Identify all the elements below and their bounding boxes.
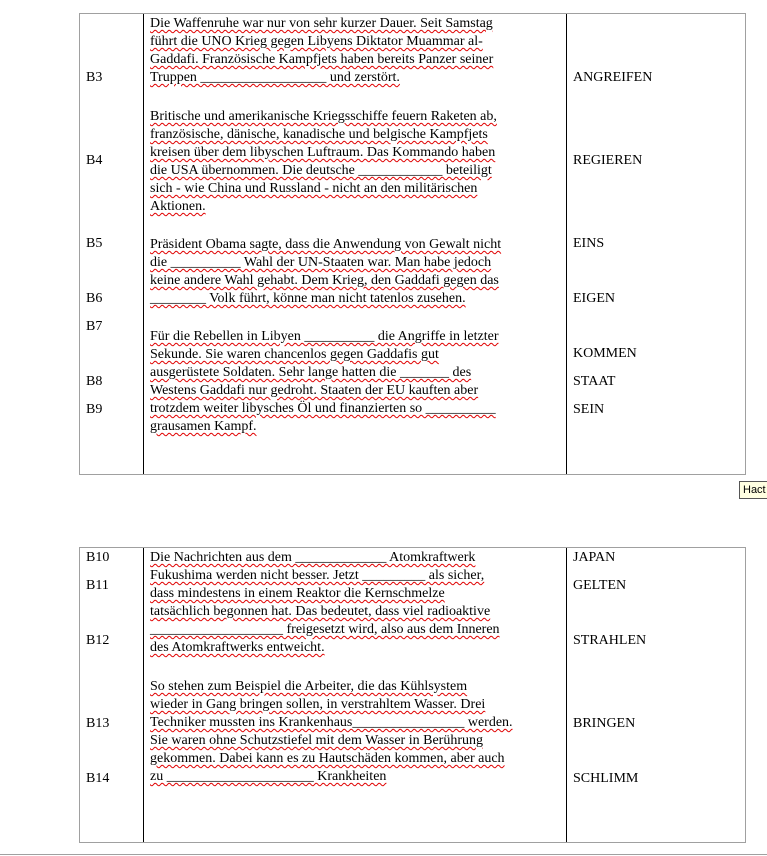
passage-line: wieder in Gang bringen sollen, in verstrahltem Wasser. Drei	[150, 697, 486, 712]
column-divider	[566, 548, 567, 842]
passage-line: französische, dänische, kanadische und belgische Kampfjets	[150, 127, 488, 142]
page-bottom-border	[0, 854, 767, 855]
exercise-table-1	[79, 13, 746, 475]
base-word: SCHLIMM	[573, 771, 639, 786]
passage-line: So stehen zum Beispiel die Arbeiter, die das Kühlsystem	[150, 679, 468, 694]
passage-line: Sie waren ohne Schutzstiefel mit dem Wasser in Berührung	[150, 733, 483, 748]
passage-line: ___________________ freigesetzt wird, also aus dem Inneren	[150, 622, 500, 637]
passage-line: kreisen über dem libyschen Luftraum. Das Kommando haben	[150, 145, 496, 160]
base-word: GELTEN	[573, 578, 627, 593]
passage-line: führt die UNO Krieg gegen Libyens Diktator Muammar al-	[150, 34, 483, 49]
exercise-table-2	[79, 547, 746, 843]
base-word: EIGEN	[573, 291, 615, 306]
row-label: B9	[86, 402, 103, 417]
row-label: B7	[86, 319, 103, 334]
passage-line: keine andere Wahl gehabt. Dem Krieg, den Gaddafi gegen das	[150, 273, 499, 288]
row-label: B14	[86, 771, 110, 786]
passage-line: Techniker mussten ins Krankenhaus________________ werden.	[150, 715, 513, 730]
passage-line: Westens Gaddafi nur gedroht. Staaten der EU kauften aber	[150, 383, 479, 398]
passage-line: tatsächlich begonnen hat. Das bedeutet, dass viel radioaktive	[150, 604, 491, 619]
row-label: B10	[86, 550, 110, 565]
passage-line: Die Waffenruhe war nur von sehr kurzer Dauer. Seit Samstag	[150, 16, 493, 31]
passage-line: gekommen. Dabei kann es zu Hautschäden kommen, aber auch	[150, 751, 505, 766]
base-word: REGIEREN	[573, 153, 643, 168]
passage-line: Truppen __________________ und zerstört.	[150, 70, 400, 85]
passage-line: ausgerüstete Soldaten. Sehr lange hatten die _______ des	[150, 365, 472, 380]
passage-line: Die Nachrichten aus dem _____________ Atomkraftwerk	[150, 550, 476, 565]
row-label: B13	[86, 716, 110, 731]
passage-line: Aktionen.	[150, 199, 206, 214]
passage-line: ________ Volk führt, könne man nicht tatenlos zusehen.	[150, 291, 466, 306]
base-word: SEIN	[573, 402, 605, 417]
row-label: B12	[86, 633, 110, 648]
passage-line: grausamen Kampf.	[150, 419, 257, 434]
passage-line: trotzdem weiter libysches Öl und finanzierten so __________	[150, 401, 496, 416]
passage-line: Für die Rebellen in Libyen __________ die Angriffe in letzter	[150, 329, 499, 344]
row-label: B5	[86, 236, 103, 251]
base-word: BRINGEN	[573, 716, 636, 731]
passage-line: die __________ Wahl der UN-Staaten war. Man habe jedoch	[150, 255, 492, 270]
column-divider	[566, 14, 567, 474]
row-label: B4	[86, 153, 103, 168]
base-word: EINS	[573, 236, 605, 251]
passage-line: Britische und amerikanische Kriegsschiffe feuern Raketen ab,	[150, 109, 497, 124]
base-word: STRAHLEN	[573, 633, 647, 648]
row-label: B8	[86, 374, 103, 389]
passage-line: Sekunde. Sie waren chancenlos gegen Gaddafis gut	[150, 347, 439, 362]
passage-line: Präsident Obama sagte, dass die Anwendung von Gewalt nicht	[150, 237, 502, 252]
passage-line: des Atomkraftwerks entweicht.	[150, 640, 325, 655]
column-divider	[143, 14, 144, 474]
passage-line: zu _____________________ Krankheiten	[150, 769, 387, 784]
passage-line: Fukushima werden nicht besser. Jetzt _________ als sicher,	[150, 568, 485, 583]
passage-line: sich - wie China und Russland - nicht an den militärischen	[150, 181, 478, 196]
passage-line: Gaddafi. Französische Kampfjets haben bereits Panzer seiner	[150, 52, 494, 67]
passage-line: die USA übernommen. Die deutsche ____________ beteiligt	[150, 163, 492, 178]
base-word: JAPAN	[573, 550, 616, 565]
tooltip: Hact	[739, 481, 767, 499]
row-label: B11	[86, 578, 109, 593]
base-word: ANGREIFEN	[573, 70, 653, 85]
column-divider	[143, 548, 144, 842]
passage-line: dass mindestens in einem Reaktor die Kernschmelze	[150, 586, 445, 601]
base-word: KOMMEN	[573, 346, 637, 361]
row-label: B6	[86, 291, 103, 306]
row-label: B3	[86, 70, 103, 85]
base-word: STAAT	[573, 374, 616, 389]
